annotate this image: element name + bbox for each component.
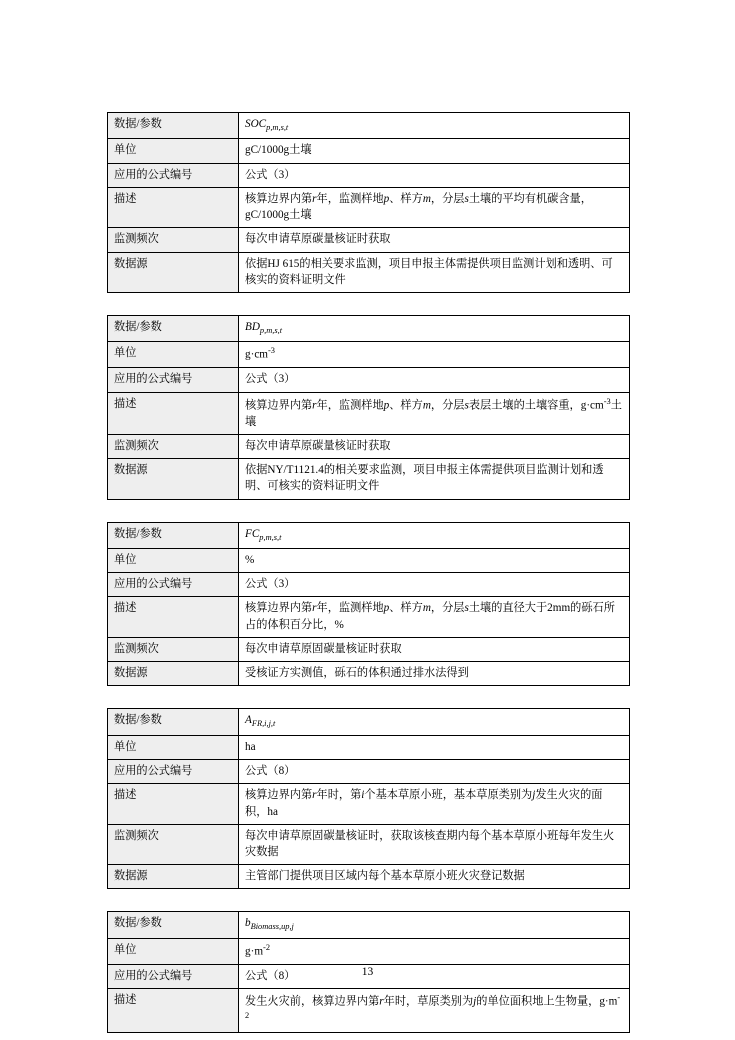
row-value: $FC_{p,m,s,t}$ <box>239 522 630 548</box>
table-row <box>108 573 630 597</box>
row-value: $g\cdot m^{-2}$ <box>239 938 630 964</box>
row-value: 每次申请草原碳量核证时获取 <box>239 228 630 252</box>
row-value: % <box>239 549 630 573</box>
row-label: 描述 <box>108 597 239 637</box>
row-label: 单位 <box>108 549 239 573</box>
page-number: 13 <box>361 966 374 978</box>
table-row <box>108 760 630 784</box>
table-row <box>108 709 630 735</box>
row-value: gC/1000g土壤 <box>239 139 630 163</box>
row-label: 数据源 <box>108 252 239 292</box>
row-value: 每次申请草原固碳量核证时获取 <box>239 637 630 661</box>
row-value: 核算边界内第r年时，第i个基本草原小班，基本草原类别为j发生火灾的面积，ha <box>239 784 630 824</box>
tables-container <box>107 112 630 1040</box>
table-afr <box>107 708 630 889</box>
row-value: 核算边界内第r年，监测样地p、样方m，分层s表层土壤的土壤容重，$g\cdot cm^{-3}$土壤 <box>239 392 630 434</box>
row-value: 发生火灾前，核算边界内第r年时，草原类别为j的单位面积地上生物量，$g\cdot m^{-2}$ <box>239 989 630 1033</box>
row-label: 数据/参数 <box>108 709 239 735</box>
row-label: 描述 <box>108 392 239 434</box>
row-label: 数据源 <box>108 459 239 499</box>
row-value: 公式（3） <box>239 368 630 392</box>
table-soc <box>107 112 630 293</box>
row-label: 监测频次 <box>108 824 239 864</box>
row-value: 主管部门提供项目区域内每个基本草原小班火灾登记数据 <box>239 865 630 889</box>
row-label: 数据/参数 <box>108 316 239 342</box>
table-row <box>108 989 630 1033</box>
row-label: 描述 <box>108 989 239 1033</box>
table-fc <box>107 522 630 687</box>
table-row <box>108 368 630 392</box>
table-row <box>108 252 630 292</box>
row-label: 应用的公式编号 <box>108 964 239 988</box>
row-value: 依据NY/T1121.4的相关要求监测，项目申报主体需提供项目监测计划和透明、可核实的资料证明文件 <box>239 459 630 499</box>
row-label: 数据源 <box>108 865 239 889</box>
row-value: 核算边界内第r年，监测样地p、样方m，分层s土壤的平均有机碳含量，gC/1000g土壤 <box>239 187 630 227</box>
table-row <box>108 912 630 938</box>
row-label: 数据/参数 <box>108 912 239 938</box>
row-value: 依据HJ 615的相关要求监测，项目申报主体需提供项目监测计划和透明、可核实的资料证明文件 <box>239 252 630 292</box>
row-label: 监测频次 <box>108 228 239 252</box>
table-row <box>108 139 630 163</box>
row-label: 单位 <box>108 735 239 759</box>
row-value: $A_{FR,i,j,t}$ <box>239 709 630 735</box>
table-row <box>108 938 630 964</box>
table-row <box>108 735 630 759</box>
table-row <box>108 187 630 227</box>
row-label: 监测频次 <box>108 434 239 458</box>
table-row <box>108 522 630 548</box>
table-row <box>108 113 630 139</box>
row-value: $BD_{p,m,s,t}$ <box>239 316 630 342</box>
row-value: 每次申请草原碳量核证时获取 <box>239 434 630 458</box>
row-value: ha <box>239 735 630 759</box>
row-label: 应用的公式编号 <box>108 760 239 784</box>
row-label: 单位 <box>108 342 239 368</box>
row-label: 应用的公式编号 <box>108 368 239 392</box>
table-row <box>108 784 630 824</box>
row-label: 监测频次 <box>108 637 239 661</box>
table-row <box>108 662 630 686</box>
row-label: 应用的公式编号 <box>108 163 239 187</box>
row-value: 公式（8） <box>239 964 630 988</box>
row-label: 数据/参数 <box>108 113 239 139</box>
row-value: 受核证方实测值，砾石的体积通过排水法得到 <box>239 662 630 686</box>
table-row <box>108 459 630 499</box>
row-label: 描述 <box>108 784 239 824</box>
row-value: 公式（3） <box>239 163 630 187</box>
row-value: 每次申请草原固碳量核证时，获取该核查期内每个基本草原小班每年发生火灾数据 <box>239 824 630 864</box>
row-label: 数据/参数 <box>108 522 239 548</box>
table-bd <box>107 315 630 500</box>
row-label: 数据源 <box>108 662 239 686</box>
table-row <box>108 316 630 342</box>
row-value: 公式（3） <box>239 573 630 597</box>
table-row <box>108 434 630 458</box>
row-label: 单位 <box>108 938 239 964</box>
row-value: $g\cdot cm^{-3}$ <box>239 342 630 368</box>
table-row <box>108 392 630 434</box>
table-row <box>108 163 630 187</box>
row-value: 核算边界内第r年，监测样地p、样方m，分层s土壤的直径大于2mm的砾石所占的体积百分比，% <box>239 597 630 637</box>
table-row <box>108 824 630 864</box>
row-value: $SOC_{p,m,s,t}$ <box>239 113 630 139</box>
table-row <box>108 342 630 368</box>
table-row <box>108 549 630 573</box>
table-row <box>108 865 630 889</box>
row-value: 公式（8） <box>239 760 630 784</box>
row-label: 应用的公式编号 <box>108 573 239 597</box>
row-label: 单位 <box>108 139 239 163</box>
row-label: 描述 <box>108 187 239 227</box>
table-row <box>108 597 630 637</box>
table-row <box>108 637 630 661</box>
row-value: $b_{Biomass,up,j}$ <box>239 912 630 938</box>
table-row <box>108 228 630 252</box>
